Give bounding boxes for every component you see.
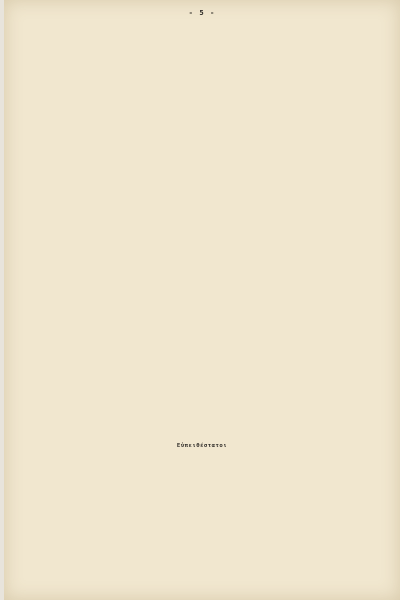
page-number: - 5 - — [188, 8, 216, 17]
signoff: Εὐπειθέστατοι — [176, 443, 228, 449]
document-page — [4, 0, 400, 600]
